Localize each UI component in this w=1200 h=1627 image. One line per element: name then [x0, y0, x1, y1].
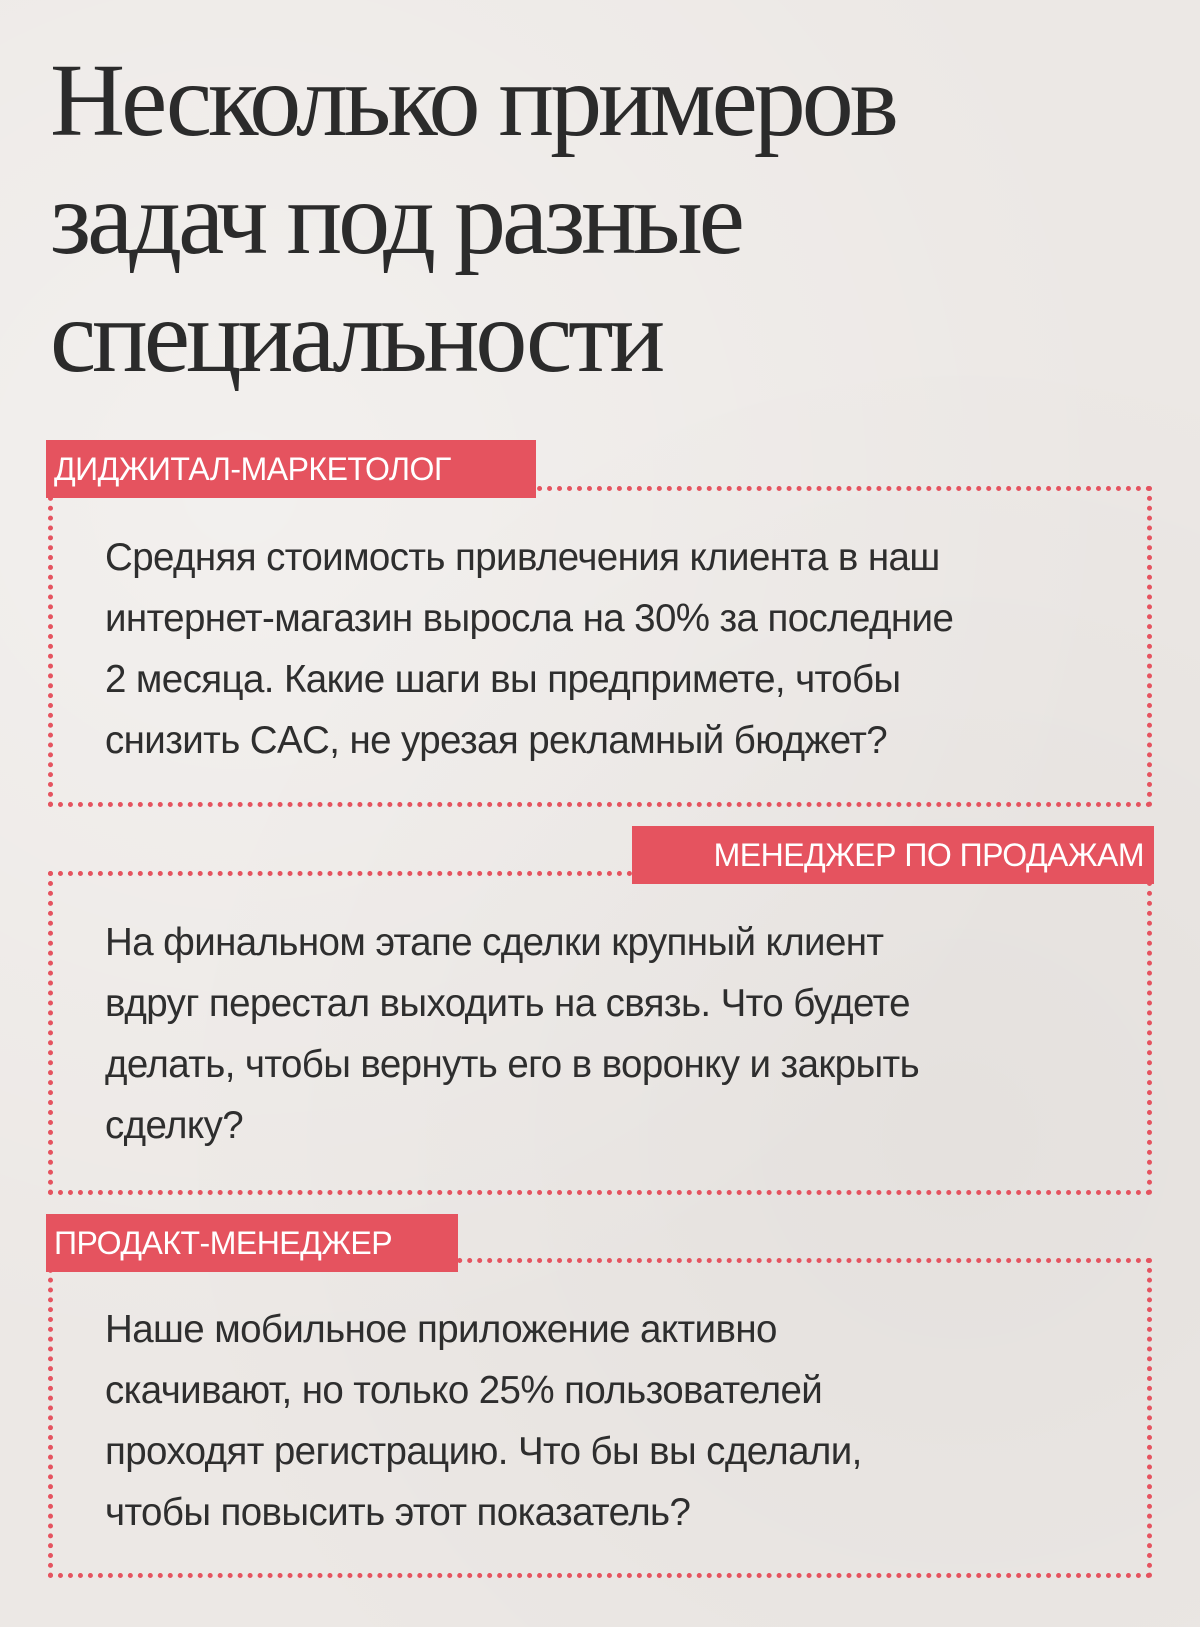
task-text-line: проходят регистрацию. Что бы вы сделали,: [105, 1430, 862, 1473]
task-card-sales-manager: [48, 871, 1152, 1195]
task-text: [105, 912, 1105, 1156]
task-text-line: сделку?: [105, 1104, 244, 1147]
task-text-line: делать, чтобы вернуть его в воронку и закрыть: [105, 1043, 920, 1086]
task-card-digital-marketer: [48, 486, 1152, 807]
role-label-digital-marketer: ДИДЖИТАЛ-МАРКЕТОЛОГ: [46, 440, 536, 498]
role-label-product-manager: ПРОДАКТ-МЕНЕДЖЕР: [46, 1214, 458, 1272]
task-text-line: вдруг перестал выходить на связь. Что будете: [105, 982, 910, 1025]
task-text-line: чтобы повысить этот показатель?: [105, 1491, 691, 1534]
task-card-product-manager: [48, 1258, 1152, 1578]
title-line: специальности: [50, 279, 662, 394]
title-line: Несколько примеров: [50, 43, 895, 158]
task-text-line: интернет-магазин выросла на 30% за последние: [105, 597, 954, 640]
page-title: [50, 42, 1100, 396]
task-text-line: На финальном этапе сделки крупный клиент: [105, 921, 884, 964]
task-text-line: скачивают, но только 25% пользователей: [105, 1369, 823, 1412]
role-label-sales-manager: МЕНЕДЖЕР ПО ПРОДАЖАМ: [632, 826, 1154, 884]
task-text-line: Средняя стоимость привлечения клиента в наш: [105, 536, 940, 579]
task-text-line: Наше мобильное приложение активно: [105, 1308, 777, 1351]
title-line: задач под разные: [50, 161, 741, 276]
task-text-line: 2 месяца. Какие шаги вы предпримете, чтобы: [105, 658, 901, 701]
task-text: [105, 527, 1105, 771]
task-text: [105, 1299, 1105, 1543]
task-text-line: снизить CAC, не урезая рекламный бюджет?: [105, 719, 888, 762]
